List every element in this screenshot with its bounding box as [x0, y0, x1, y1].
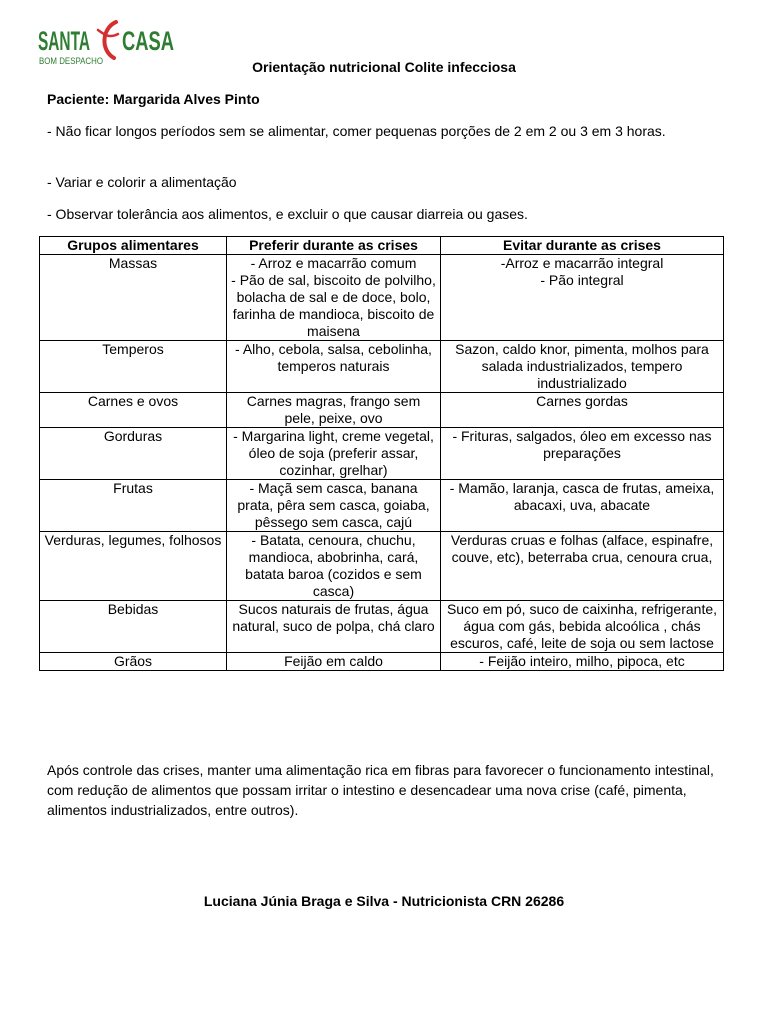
group-cell: Temperos [40, 341, 227, 393]
avoid-item: - Frituras, salgados, óleo em excesso nas preparações [452, 428, 712, 461]
avoid-cell [441, 393, 724, 428]
avoid-cell [441, 532, 724, 601]
table-row [40, 341, 724, 393]
table-row [40, 601, 724, 653]
food-guidance-table [39, 236, 724, 671]
avoid-item: - Mamão, laranja, casca de frutas, ameixa, abacaxi, uva, abacate [449, 480, 715, 513]
logo-swoosh-icon [104, 22, 116, 58]
table-row [40, 480, 724, 532]
guideline-meals: - Não ficar longos períodos sem se alimentar, comer pequenas porções de 2 em 2 ou 3 em 3 horas. [47, 123, 666, 139]
group-cell: Bebidas [40, 601, 227, 653]
table-row [40, 428, 724, 480]
avoid-item: - Feijão inteiro, milho, pipoca, etc [479, 653, 685, 669]
group-cell: Carnes e ovos [40, 393, 227, 428]
avoid-item: Sazon, caldo knor, pimenta, molhos para salada industrializados, tempero industrializado [455, 341, 709, 391]
after-crisis-paragraph: Após controle das crises, manter uma alimentação rica em fibras para favorecer o funcionamento intestinal, com redução de alimentos que possam irritar o intestino e desencadear uma nova crise (café, pimenta, alimentos industrializados, entre outros). [47, 762, 714, 818]
header-food-groups: Grupos alimentares [40, 237, 227, 255]
group-cell: Massas [40, 255, 227, 341]
prefer-item: Sucos naturais de frutas, água natural, suco de polpa, chá claro [232, 601, 435, 634]
avoid-item: Verduras cruas e folhas (alface, espinafre, couve, etc), beterraba crua, cenoura crua, [450, 532, 714, 565]
table-row [40, 393, 724, 428]
table-header-row [40, 237, 724, 255]
prefer-item: Feijão em caldo [284, 653, 383, 669]
avoid-item: - Pão integral [540, 272, 624, 288]
group-cell: Verduras, legumes, folhosos [40, 532, 227, 601]
patient-name: Paciente: Margarida Alves Pinto [47, 91, 260, 107]
table-row [40, 532, 724, 601]
prefer-cell [227, 428, 441, 480]
avoid-cell [441, 653, 724, 671]
avoid-item: Suco em pó, suco de caixinha, refrigerante, água com gás, bebida alcoólica , chás escuros, café, leite de soja ou sem lactose [446, 601, 718, 651]
document-title: Orientação nutricional Colite infecciosa [252, 59, 516, 75]
prefer-item: - Alho, cebola, salsa, cebolinha, temperos naturais [235, 341, 432, 374]
prefer-item: - Arroz e macarrão comum [250, 255, 417, 271]
prefer-item: - Pão de sal, biscoito de polvilho, bolacha de sal e de doce, bolo, farinha de mandioca, biscoito de maisena [231, 272, 436, 339]
guideline-variety: - Variar e colorir a alimentação [47, 174, 237, 190]
prefer-cell [227, 653, 441, 671]
group-cell: Frutas [40, 480, 227, 532]
table-row [40, 255, 724, 341]
prefer-cell [227, 601, 441, 653]
avoid-cell [441, 480, 724, 532]
prefer-item: - Margarina light, creme vegetal, óleo de soja (preferir assar, cozinhar, grelhar) [233, 428, 434, 478]
prefer-cell [227, 480, 441, 532]
prefer-item: - Maçã sem casca, banana prata, pêra sem casca, goiaba, pêssego sem casca, cajú [237, 480, 430, 530]
avoid-cell [441, 255, 724, 341]
table-row [40, 653, 724, 671]
guideline-tolerance: - Observar tolerância aos alimentos, e excluir o que causar diarreia ou gases. [47, 206, 528, 222]
logo-word-left: SANTA [38, 26, 90, 56]
prefer-cell [227, 255, 441, 341]
header-prefer: Preferir durante as crises [227, 237, 441, 255]
avoid-cell [441, 341, 724, 393]
prefer-item: - Batata, cenoura, chuchu, mandioca, abobrinha, cará, batata baroa (cozidos e sem casca) [245, 532, 422, 599]
logo-word-right: CASA [122, 26, 174, 56]
group-cell: Gorduras [40, 428, 227, 480]
prefer-cell [227, 393, 441, 428]
logo-subtitle: BOM DESPACHO [39, 56, 103, 66]
group-cell: Grãos [40, 653, 227, 671]
avoid-item: Carnes gordas [536, 393, 628, 409]
prefer-item: Carnes magras, frango sem pele, peixe, ovo [246, 393, 421, 426]
avoid-item: -Arroz e macarrão integral [500, 255, 664, 271]
avoid-cell [441, 601, 724, 653]
prefer-cell [227, 341, 441, 393]
prefer-cell [227, 532, 441, 601]
nutritionist-signature: Luciana Júnia Braga e Silva - Nutricionista CRN 26286 [203, 893, 565, 909]
header-avoid: Evitar durante as crises [441, 237, 724, 255]
avoid-cell [441, 428, 724, 480]
